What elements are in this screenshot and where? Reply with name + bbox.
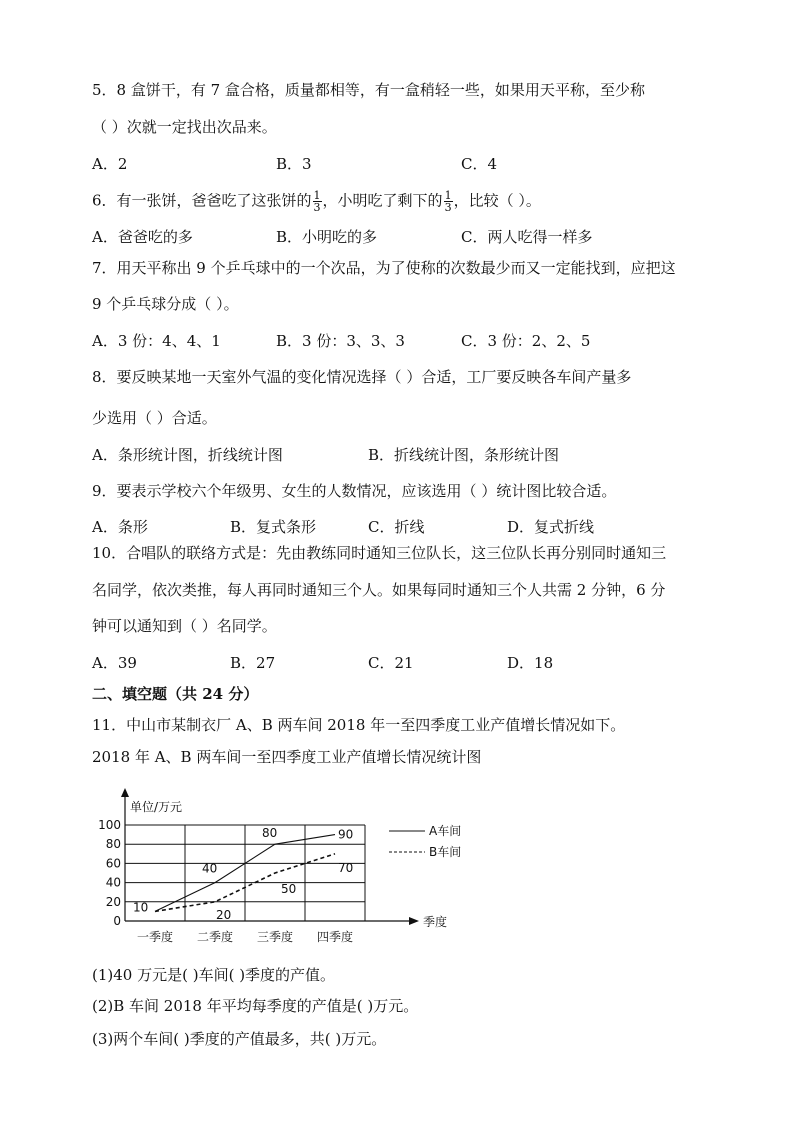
q6-fraction-1 — [313, 190, 322, 213]
q8-option-b: B．折线统计图，条形统计图 — [368, 446, 560, 464]
q5-stem-line1: 5．8 盒饼干，有 7 盒合格，质量都相等，有一盒稍轻一些，如果用天平称，至少称 — [92, 81, 645, 99]
q7-stem-line2: 9 个乒乓球分成（ ）。 — [92, 295, 239, 313]
q10-option-b: B．27 — [230, 654, 276, 672]
q6-stem-part2: ，小明吃了剩下的 — [322, 191, 443, 210]
q11-sub-3: (3)两个车间( )季度的产值最多，共( )万元。 — [92, 1030, 387, 1048]
q8-stem-line2: 少选用（ ）合适。 — [92, 409, 217, 427]
q6-option-c: C．两人吃得一样多 — [461, 228, 593, 246]
legend-label-b: B车间 — [429, 845, 462, 859]
y-tick-label: 60 — [105, 856, 121, 871]
q10-option-a: A．39 — [92, 654, 137, 672]
x-tick-label: 三季度 — [256, 930, 294, 944]
data-label: 10 — [133, 900, 149, 915]
q6-option-b: B．小明吃的多 — [276, 228, 378, 246]
q9-option-c: C．折线 — [368, 518, 425, 536]
q11-intro: 11．中山市某制衣厂 A、B 两车间 2018 年一至四季度工业产值增长情况如下。 — [92, 716, 626, 734]
y-tick-label: 0 — [113, 914, 121, 928]
q9-stem: 9．要表示学校六个年级男、女生的人数情况，应该选用（ ）统计图比较合适。 — [92, 482, 617, 500]
q7-option-b: B．3 份：3、3、3 — [276, 332, 405, 350]
q6-fraction-1-denominator: 3 — [313, 201, 321, 214]
x-axis-arrow — [409, 917, 419, 925]
chart-labels — [98, 800, 447, 944]
q6-stem-part3: ，比较（ ）。 — [453, 191, 541, 210]
y-tick-label: 20 — [105, 894, 121, 909]
q5-option-a: A．2 — [92, 155, 128, 173]
y-tick-label: 40 — [105, 875, 121, 890]
data-label: 50 — [281, 882, 297, 896]
q6-stem — [92, 190, 541, 213]
chart-grid — [125, 825, 365, 921]
q7-option-c: C．3 份：2、2、5 — [461, 332, 591, 350]
q6-fraction-2 — [444, 190, 453, 213]
q11-line-chart — [95, 785, 475, 950]
q6-stem-part1: 6．有一张饼，爸爸吃了这张饼的 — [92, 191, 312, 210]
x-tick-label: 二季度 — [196, 930, 234, 944]
legend-label-a: A车间 — [429, 824, 462, 838]
q10-option-d: D．18 — [507, 654, 554, 672]
q11-sub-1: (1)40 万元是( )车间( )季度的产值。 — [92, 966, 336, 984]
q8-option-a: A．条形统计图，折线统计图 — [92, 446, 283, 464]
y-tick-label: 80 — [105, 837, 121, 852]
x-tick-label: 四季度 — [316, 930, 354, 944]
data-label: 70 — [338, 860, 354, 875]
data-label: 40 — [202, 861, 218, 876]
q5-option-b: B．3 — [276, 155, 312, 173]
y-axis-title: 单位/万元 — [130, 800, 183, 814]
q5-stem-line2: （ ）次就一定找出次品来。 — [92, 118, 277, 136]
q7-option-a: A．3 份：4、4、1 — [92, 332, 221, 350]
q6-option-a: A．爸爸吃的多 — [92, 228, 193, 246]
q10-option-c: C．21 — [368, 654, 414, 672]
chart-legend — [389, 823, 461, 859]
y-tick-label: 100 — [98, 818, 121, 832]
q8-stem-line1: 8．要反映某地一天室外气温的变化情况选择（ ）合适，工厂要反映各车间产量多 — [92, 368, 632, 386]
x-axis-title: 季度 — [423, 915, 448, 929]
q9-option-a: A．条形 — [92, 518, 148, 536]
q6-fraction-1-numerator: 1 — [313, 189, 321, 202]
q10-stem-line3: 钟可以通知到（ ）名同学。 — [92, 617, 277, 635]
data-label: 80 — [262, 826, 278, 841]
x-tick-label: 一季度 — [136, 930, 174, 944]
q11-chart-title: 2018 年 A、B 两车间一至四季度工业产值增长情况统计图 — [92, 748, 482, 766]
q7-stem-line1: 7．用天平称出 9 个乒乓球中的一个次品，为了使称的次数最少而又一定能找到，应把这 — [92, 259, 676, 277]
q10-stem-line2: 名同学，依次类推，每人再同时通知三个人。如果每同时通知三个人共需 2 分钟，6 分 — [92, 581, 666, 599]
data-label: 20 — [216, 907, 232, 922]
q5-option-c: C．4 — [461, 155, 498, 173]
q11-sub-2: (2)B 车间 2018 年平均每季度的产值是( )万元。 — [92, 997, 419, 1015]
q9-option-b: B．复式条形 — [230, 518, 317, 536]
data-label: 90 — [338, 827, 354, 842]
q6-fraction-2-numerator: 1 — [444, 189, 452, 202]
y-axis-arrow — [121, 788, 129, 797]
q6-fraction-2-denominator: 3 — [444, 201, 452, 214]
section-2-heading: 二、填空题（共 24 分） — [92, 685, 259, 703]
q9-option-d: D．复式折线 — [507, 518, 595, 536]
q10-stem-line1: 10．合唱队的联络方式是：先由教练同时通知三位队长，这三位队长再分别同时通知三 — [92, 544, 667, 562]
